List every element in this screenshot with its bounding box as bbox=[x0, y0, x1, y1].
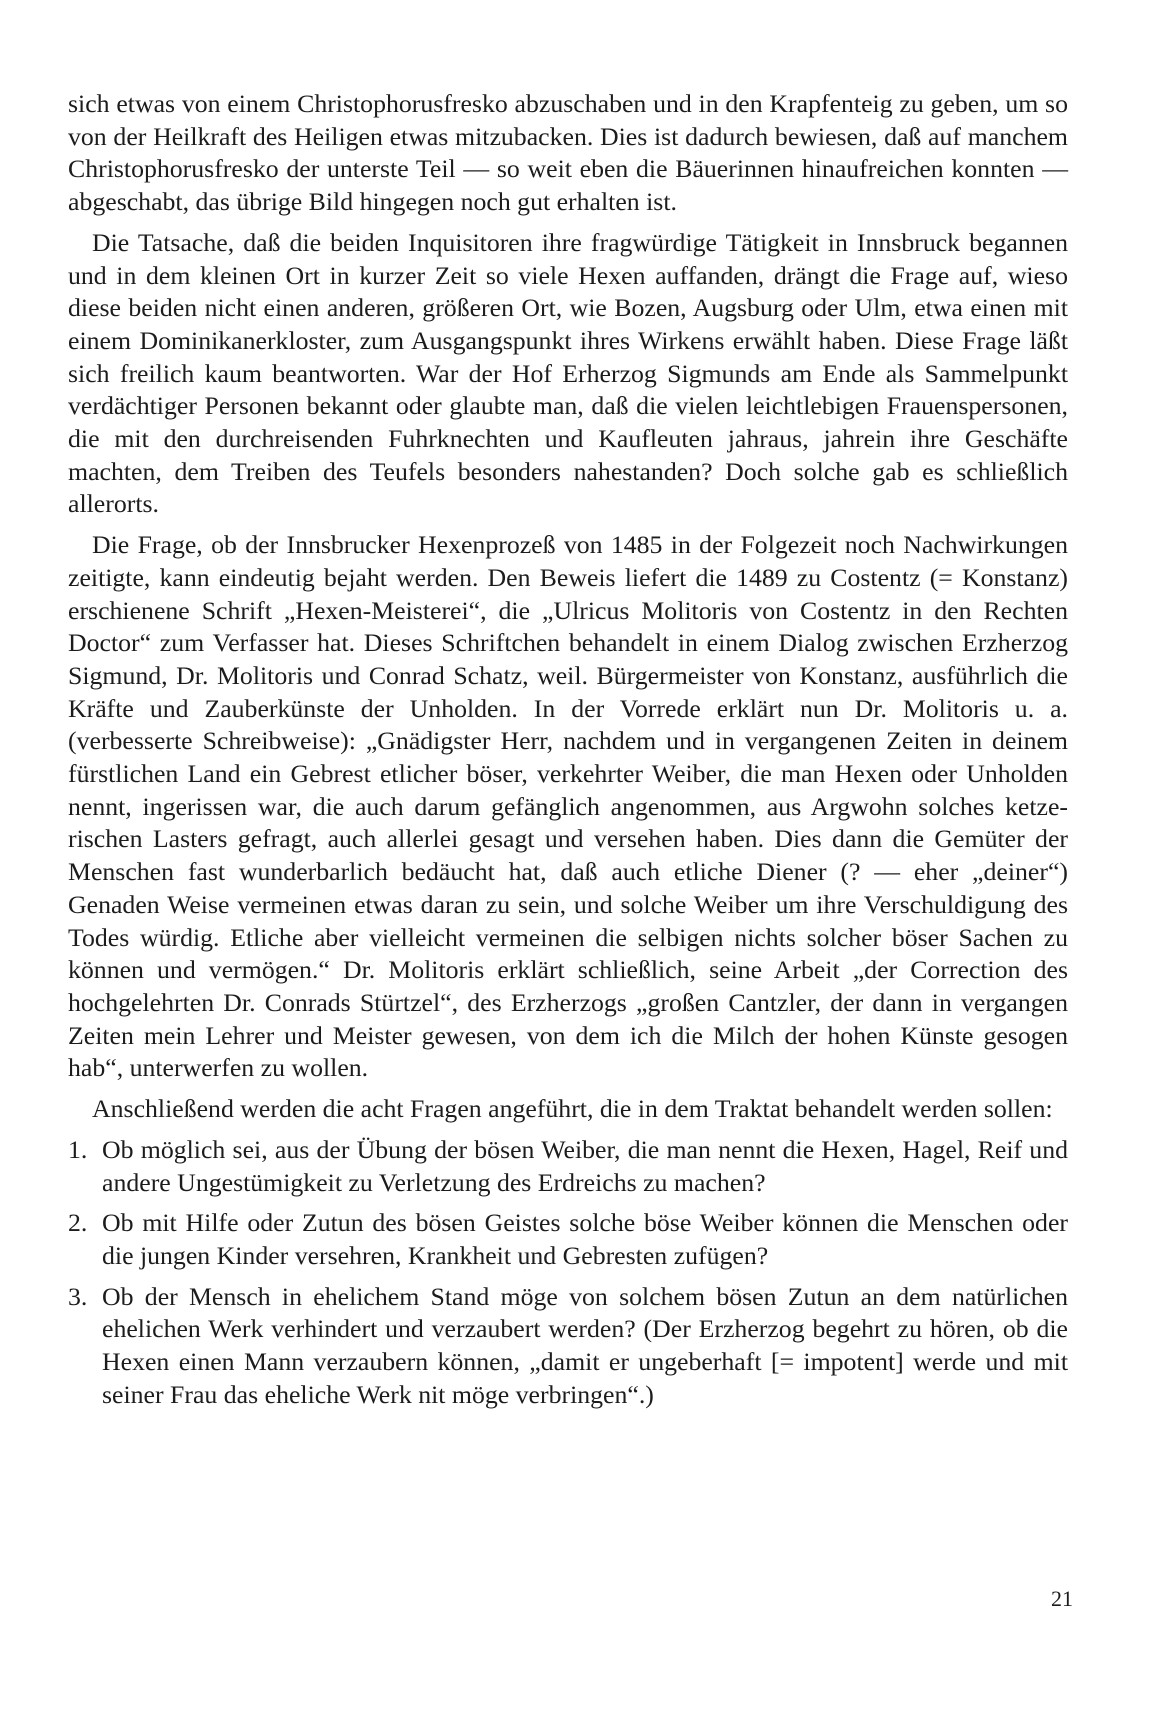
list-item bbox=[68, 1134, 1068, 1199]
list-item bbox=[68, 1281, 1068, 1412]
list-item-number: 1. bbox=[68, 1134, 88, 1164]
paragraph-3: Die Frage, ob der Innsbrucker Hexenprozeß von 1485 in der Folgezeit noch Nachwirkungen zeitigte, kann eindeutig bejaht werden. Den Beweis liefert die 1489 zu Costentz (= Konstanz) erschienene Schrift „Hexen-Meisterei“, die „Ulricus Molitoris von Costentz in den Rechten Doctor“ zum Verfasser hat. Dieses Schriftchen behandelt in einem Dialog zwischen Erzherzog Sigmund, Dr. Molitoris und Conrad Schatz, weil. Bürgermeister von Konstanz, ausführlich die Kräfte und Zauberkünste der Unholden. In der Vorrede erklärt nun Dr. Molitoris u. a. (verbesserte Schreibweise): „Gnädigster Herr, nachdem und in vergangenen Zeiten in deinem fürstlichen Land ein Gebrest etlicher böser, verkehrter Weiber, die man Hexen oder Unholden nennt, ingerissen war, die auch darum gefänglich angenommen, aus Argwohn solches ketzerischen Lasters gefragt, auch allerlei gesagt und versehen haben. Dies dann die Gemüter der Menschen fast wunderbarlich bedäucht hat, daß auch etliche Diener (? — eher „deiner“) Genaden Weise vermeinen etwas daran zu sein, und solche Weiber um ihre Verschuldigung des Todes würdig. Etliche aber vielleicht vermeinen die selbigen nichts solcher böser Sachen zu können und vermögen.“ Dr. Molitoris erklärt schließlich, seine Arbeit „der Correction des hochgelehrten Dr. Conrads Stürtzel“, des Erzherzogs „großen Cantzler, der dann in vergangen Zeiten mein Lehrer und Meister gewesen, von dem ich die Milch der hohen Künste gesogen hab“, unterwerfen zu wollen. bbox=[68, 530, 1068, 1083]
list-item-number: 3. bbox=[68, 1281, 88, 1311]
list-item bbox=[68, 1207, 1068, 1272]
list-item-text: Ob mit Hilfe oder Zutun des bösen Geistes solche böse Weiber können die Menschen oder die jungen Kinder versehren, Krankheit und Gebresten zufügen? bbox=[102, 1208, 1068, 1270]
question-list bbox=[68, 1134, 1068, 1412]
list-item-text: Ob der Mensch in ehelichem Stand möge von solchem bösen Zutun an dem natürlichen ehelichen Werk verhindert und verzaubert werden? (Der Erzherzog begehrt zu hören, ob die Hexen einen Mann verzaubern können, „damit er ungeberhaft [= impotent] werde und mit seiner Frau das eheliche Werk nit möge verbringen“.) bbox=[102, 1281, 1068, 1409]
page-body bbox=[68, 88, 1068, 1419]
paragraph-4: Anschließend werden die acht Fragen angeführt, die in dem Traktat behandelt werden sollen: bbox=[92, 1094, 1053, 1124]
list-item-text: Ob möglich sei, aus der Übung der bösen Weiber, die man nennt die Hexen, Hagel, Reif und andere Ungestümigkeit zu Verletzung des Erdreichs zu machen? bbox=[102, 1134, 1068, 1197]
paragraph-1: sich etwas von einem Christophorusfresko abzuschaben und in den Krapfenteig zu geben, um so von der Heilkraft des Heiligen etwas mitzubacken. Dies ist dadurch bewiesen, daß auf manchem Christophorusfresko der unterste Teil — so weit eben die Bäuerinnen hinaufreichen konnten — abgeschabt, das übrige Bild hingegen noch gut erhalten ist. bbox=[68, 89, 1068, 217]
list-item-number: 2. bbox=[68, 1208, 88, 1238]
paragraph-2: Die Tatsache, daß die beiden Inquisitoren ihre fragwürdige Tätigkeit in Innsbruck begannen und in dem kleinen Ort in kurzer Zeit so viele Hexen auffanden, drängt die Frage auf, wieso diese beiden nicht einen anderen, größeren Ort, wie Bozen, Augsburg oder Ulm, etwa einen mit einem Dominikanerkloster, zum Ausgangspunkt ihres Wirkens erwählt haben. Diese Frage läßt sich freilich kaum beantworten. War der Hof Erherzog Sigmunds am Ende als Sammelpunkt verdächtiger Personen bekannt oder glaubte man, daß die vielen leichtlebigen Frauenspersonen, die mit den durchreisenden Fuhrknechten und Kaufleuten jahraus, jahrein ihre Geschäfte machten, dem Treiben des Teufels besonders nahestanden? Doch solche gab es schließlich allerorts. bbox=[68, 227, 1068, 519]
page-number: 21 bbox=[1051, 1586, 1073, 1611]
